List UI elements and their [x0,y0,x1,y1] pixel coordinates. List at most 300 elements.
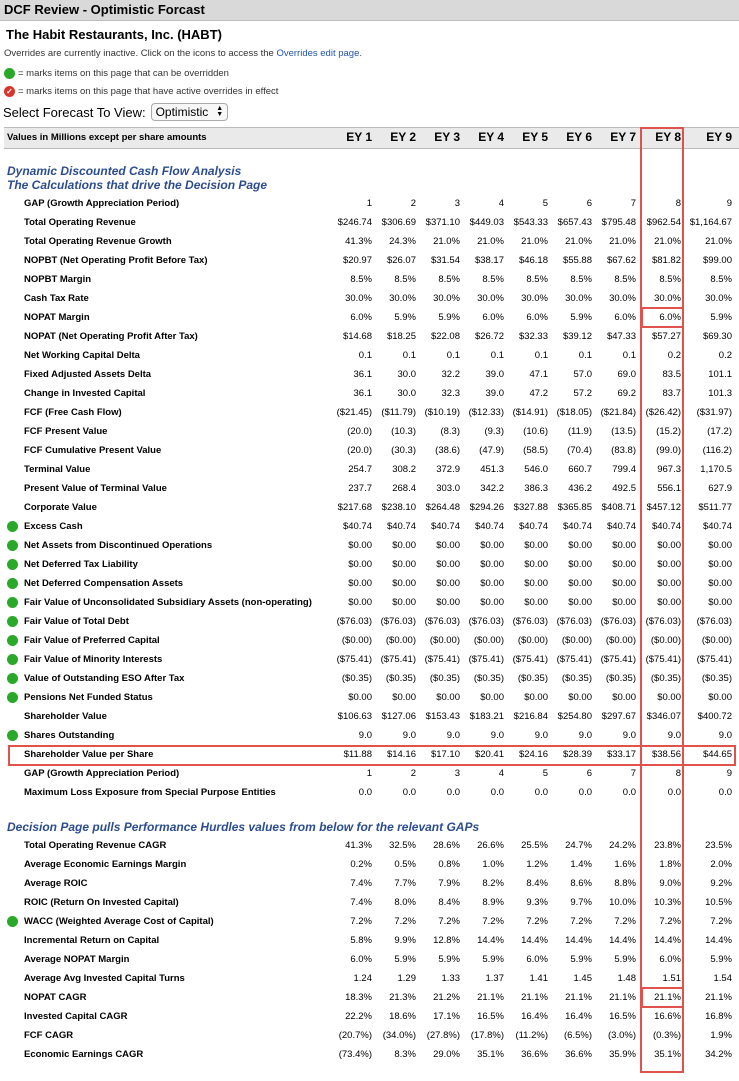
cell-ey7: 35.9% [609,1049,636,1060]
cell-ey8: ($0.35) [650,673,681,684]
cell-ey1: (73.4%) [338,1049,372,1060]
row-label: NOPBT Margin [24,274,92,285]
row-label: Net Deferred Compensation Assets [24,578,184,589]
override-dot-icon[interactable] [7,654,18,665]
cell-ey4: 39.0 [485,388,504,399]
cell-ey3: 3 [454,768,460,779]
cell-ey5: ($76.03) [512,616,548,627]
cell-ey4: 8.9% [482,897,504,908]
cell-ey9: (116.2) [702,445,732,456]
cell-ey7: $33.17 [606,749,636,760]
cell-ey5: 25.5% [521,840,548,851]
cell-ey6: $0.00 [568,559,592,570]
cell-ey5: $0.00 [524,597,548,608]
cell-ey7: 10.0% [609,897,636,908]
cell-ey6: $0.00 [568,597,592,608]
cell-ey9: 9.2% [710,878,732,889]
cell-ey5: 0.0 [534,787,548,798]
override-dot-icon[interactable] [7,559,18,570]
table-row [0,479,739,498]
legend-red-text: = marks items on this page that have active overrides in effect [18,85,279,97]
cell-ey1: 5.8% [350,935,372,946]
cell-ey3: 12.8% [433,935,460,946]
cell-ey3: $371.10 [425,217,460,228]
cell-ey5: 8.4% [526,878,548,889]
cell-ey5: 5 [542,198,548,209]
cell-ey5: ($0.00) [517,635,548,646]
table-row [0,270,739,289]
table-row [0,517,739,536]
cell-ey3: $0.00 [436,597,460,608]
cell-ey7: $0.00 [612,559,636,570]
table-row [0,213,739,232]
cell-ey9: ($0.35) [701,673,732,684]
table-row [0,327,739,346]
table-row [0,988,739,1007]
cell-ey8: 6.0% [659,954,681,965]
cell-ey5: 6.0% [526,312,548,323]
cell-ey2: ($11.79) [381,407,416,418]
table-row [0,707,739,726]
cell-ey4: 1.0% [482,859,504,870]
cell-ey1: 7.4% [350,878,372,889]
cell-ey3: 21.0% [433,236,460,247]
cell-ey4: 21.1% [477,992,504,1003]
cell-ey6: ($75.41) [556,654,592,665]
legend-green [0,64,739,82]
row-label: Economic Earnings CAGR [24,1049,144,1060]
table-row [0,836,739,855]
cell-ey1: $14.68 [342,331,372,342]
cell-ey2: 24.3% [389,236,416,247]
cell-ey6: 0.0 [578,787,592,798]
cell-ey1: 30.0% [345,293,372,304]
cell-ey8: 967.3 [657,464,681,475]
cell-ey6: 0.1 [578,350,592,361]
cell-ey1: 9.0 [358,730,372,741]
cell-ey7: 7.2% [614,916,636,927]
cell-ey8: 7.2% [659,916,681,927]
legend-green-text: = marks items on this page that can be overridden [18,67,229,79]
cell-ey3: $0.00 [436,692,460,703]
cell-ey9: ($31.97) [696,407,732,418]
cell-ey9: 21.0% [705,236,732,247]
cell-ey9: 34.2% [705,1049,732,1060]
cell-ey5: $0.00 [524,540,548,551]
cell-ey6: 8.5% [570,274,592,285]
cell-ey8: 1.51 [662,973,681,984]
table-row [0,555,739,574]
cell-ey9: $0.00 [708,597,732,608]
cell-ey4: $183.21 [469,711,504,722]
cell-ey2: 0.0 [402,787,416,798]
override-dot-icon[interactable] [7,635,18,646]
cell-ey1: 1 [366,198,372,209]
cell-ey6: 9.0 [578,730,592,741]
table-row [0,593,739,612]
cell-ey3: $0.00 [436,540,460,551]
table-row [0,574,739,593]
cell-ey4: 35.1% [477,1049,504,1060]
cell-ey8: $0.00 [657,578,681,589]
column-header-ey5: EY 5 [522,130,548,144]
cell-ey2: 2 [410,198,416,209]
cell-ey3: 0.8% [438,859,460,870]
column-header-ey7: EY 7 [610,130,636,144]
cell-ey8: 8 [675,198,681,209]
column-header-ey8: EY 8 [655,130,681,144]
cell-ey5: 8.5% [526,274,548,285]
cell-ey1: ($75.41) [336,654,372,665]
cell-ey1: 6.0% [350,954,372,965]
cell-ey8: 8.5% [659,274,681,285]
cell-ey8: (99.0) [656,445,681,456]
cell-ey8: $0.00 [657,559,681,570]
cell-ey1: 36.1 [353,369,372,380]
cell-ey5: 30.0% [521,293,548,304]
cell-ey4: ($75.41) [468,654,504,665]
cell-ey2: ($76.03) [380,616,416,627]
cell-ey7: ($76.03) [600,616,636,627]
cell-ey2: $26.07 [386,255,416,266]
cell-ey5: $0.00 [524,578,548,589]
cell-ey7: $297.67 [601,711,636,722]
cell-ey2: $0.00 [392,597,416,608]
override-dot-icon[interactable] [7,673,18,684]
cell-ey9: $0.00 [708,559,732,570]
table-row [0,1045,739,1064]
table-row [0,403,739,422]
cell-ey3: 32.2 [441,369,460,380]
row-label: Shareholder Value per Share [24,749,154,760]
row-label: Present Value of Terminal Value [24,483,167,494]
cell-ey2: $238.10 [381,502,416,513]
cell-ey2: 21.3% [389,992,416,1003]
override-dot-icon[interactable] [7,616,18,627]
cell-ey6: 5.9% [570,954,592,965]
cell-ey8: 83.7 [662,388,681,399]
cell-ey7: 6.0% [614,312,636,323]
cell-ey7: (83.8) [611,445,636,456]
cell-ey1: ($0.35) [341,673,372,684]
cell-ey4: 1.37 [485,973,504,984]
table-row [0,783,739,802]
table-row [0,441,739,460]
row-label: Incremental Return on Capital [24,935,160,946]
cell-ey5: 5 [542,768,548,779]
cell-ey4: 16.5% [477,1011,504,1022]
cell-ey1: 0.2% [350,859,372,870]
cell-ey6: 660.7 [568,464,592,475]
cell-ey8: 1.8% [659,859,681,870]
cell-ey3: $0.00 [436,559,460,570]
cell-ey2: 0.5% [394,859,416,870]
cell-ey1: $0.00 [348,540,372,551]
cell-ey1: ($0.00) [341,635,372,646]
cell-ey6: 16.4% [565,1011,592,1022]
cell-ey9: 7.2% [710,916,732,927]
cell-ey5: 386.3 [524,483,548,494]
cell-ey9: $1,164.67 [689,217,732,228]
table-row [0,650,739,669]
row-label: Fair Value of Total Debt [24,616,129,627]
row-label: NOPAT CAGR [24,992,87,1003]
row-label: Excess Cash [24,521,83,532]
cell-ey9: 101.1 [708,369,732,380]
row-label: Pensions Net Funded Status [24,692,153,703]
cell-ey1: 36.1 [353,388,372,399]
cell-ey9: 2.0% [710,859,732,870]
cell-ey7: 0.0 [622,787,636,798]
table-row [0,631,739,650]
cell-ey4: $40.74 [474,521,504,532]
cell-ey9: 9 [726,198,732,209]
cell-ey8: $40.74 [651,521,681,532]
cell-ey9: 5.9% [710,954,732,965]
row-label: Net Deferred Tax Liability [24,559,138,570]
cell-ey7: 8.5% [614,274,636,285]
table-row [0,460,739,479]
row-label: NOPBT (Net Operating Profit Before Tax) [24,255,208,266]
cell-ey6: $254.80 [557,711,592,722]
forecast-select-value: Optimistic [155,105,209,119]
cell-ey2: $18.25 [386,331,416,342]
cell-ey6: 30.0% [565,293,592,304]
row-label: GAP (Growth Appreciation Period) [24,768,180,779]
cell-ey7: ($75.41) [600,654,636,665]
header-label: Values in Millions except per share amounts [7,132,207,143]
cell-ey6: $0.00 [568,692,592,703]
table-row [0,289,739,308]
table-row [0,950,739,969]
cell-ey7: 492.5 [612,483,636,494]
cell-ey5: $32.33 [518,331,548,342]
cell-ey1: 6.0% [350,312,372,323]
cell-ey3: 9.0 [446,730,460,741]
cell-ey3: 3 [454,198,460,209]
cell-ey8: ($26.42) [645,407,681,418]
cell-ey9: (17.2) [707,426,732,437]
cell-ey9: 1,170.5 [700,464,732,475]
column-header-ey9: EY 9 [706,130,732,144]
cell-ey2: ($75.41) [380,654,416,665]
green-dot-icon [4,68,15,79]
company-name: The Habit Restaurants, Inc. (HABT) [6,27,222,42]
cell-ey1: 22.2% [345,1011,372,1022]
forecast-select[interactable] [151,103,229,121]
cell-ey8: 83.5 [662,369,681,380]
override-dot-icon[interactable] [7,540,18,551]
override-dot-icon[interactable] [7,597,18,608]
cell-ey3: ($10.19) [424,407,460,418]
cell-ey7: (13.5) [611,426,636,437]
cell-ey6: 57.2 [573,388,592,399]
cell-ey2: 32.5% [389,840,416,851]
row-label: FCF CAGR [24,1030,74,1041]
cell-ey8: 556.1 [657,483,681,494]
cell-ey2: $40.74 [386,521,416,532]
cell-ey4: 30.0% [477,293,504,304]
cell-ey1: 8.5% [350,274,372,285]
column-header-ey2: EY 2 [390,130,416,144]
cell-ey9: $99.00 [702,255,732,266]
cell-ey8: 6.0% [659,312,681,323]
row-label: Cash Tax Rate [24,293,89,304]
forecast-select-label: Select Forecast To View: [3,104,146,120]
cell-ey4: $0.00 [480,692,504,703]
cell-ey6: 1.4% [570,859,592,870]
cell-ey1: $0.00 [348,692,372,703]
cell-ey4: 21.0% [477,236,504,247]
cell-ey7: 24.2% [609,840,636,851]
override-dot-icon[interactable] [7,578,18,589]
cell-ey9: $511.77 [698,502,732,513]
cell-ey6: 6 [586,198,592,209]
cell-ey6: 14.4% [565,935,592,946]
table-row [0,855,739,874]
row-label: Terminal Value [24,464,91,475]
table-row [0,1026,739,1045]
override-dot-icon[interactable] [7,692,18,703]
cell-ey4: ($0.35) [473,673,504,684]
cell-ey6: $39.12 [562,331,592,342]
cell-ey6: 6 [586,768,592,779]
cell-ey3: ($0.00) [429,635,460,646]
cell-ey1: $0.00 [348,597,372,608]
table-row [0,384,739,403]
table-header [4,127,739,149]
cell-ey3: 5.9% [438,312,460,323]
cell-ey9: $40.74 [702,521,732,532]
cell-ey3: ($76.03) [424,616,460,627]
cell-ey8: 21.1% [654,992,681,1003]
select-arrows-icon: ▲ ▼ [216,105,224,118]
cell-ey8: 10.3% [654,897,681,908]
section-title-dcf: Dynamic Discounted Cash Flow Analysis [7,164,242,178]
cell-ey6: (11.9) [567,426,592,437]
cell-ey9: $44.65 [702,749,732,760]
overrides-edit-link[interactable]: Overrides edit page. [276,48,362,59]
cell-ey5: ($75.41) [512,654,548,665]
row-label: Average NOPAT Margin [24,954,130,965]
cell-ey5: (10.6) [523,426,548,437]
cell-ey2: 8.3% [394,1049,416,1060]
cell-ey1: 0.1 [358,350,372,361]
row-label: Average Avg Invested Capital Turns [24,973,185,984]
cell-ey5: 14.4% [521,935,548,946]
override-dot-icon[interactable] [7,521,18,532]
table-row [0,688,739,707]
cell-ey6: (6.5%) [564,1030,592,1041]
table-row [0,874,739,893]
cell-ey5: 47.2 [529,388,548,399]
row-label: Total Operating Revenue Growth [24,236,172,247]
cell-ey7: $67.62 [606,255,636,266]
cell-ey4: (17.8%) [470,1030,504,1041]
cell-ey1: $11.88 [343,749,372,760]
cell-ey7: 5.9% [614,954,636,965]
cell-ey6: 8.6% [570,878,592,889]
cell-ey4: 26.6% [477,840,504,851]
cell-ey2: ($0.00) [385,635,416,646]
cell-ey1: 18.3% [345,992,372,1003]
cell-ey4: ($12.33) [468,407,504,418]
cell-ey9: $0.00 [708,540,732,551]
cell-ey2: 18.6% [389,1011,416,1022]
cell-ey9: $69.30 [702,331,732,342]
cell-ey2: 5.9% [394,312,416,323]
cell-ey7: 21.1% [609,992,636,1003]
cell-ey9: 14.4% [705,935,732,946]
cell-ey7: ($21.84) [600,407,636,418]
row-label: Total Operating Revenue CAGR [24,840,167,851]
cell-ey4: $449.03 [469,217,504,228]
cell-ey5: $0.00 [524,692,548,703]
cell-ey7: $408.71 [601,502,636,513]
cell-ey2: $306.69 [381,217,416,228]
cell-ey9: 10.5% [705,897,732,908]
cell-ey4: ($76.03) [468,616,504,627]
column-header-ey4: EY 4 [478,130,504,144]
cell-ey3: 5.9% [438,954,460,965]
row-label: Change in Invested Capital [24,388,146,399]
cell-ey5: $46.18 [518,255,548,266]
cell-ey2: $0.00 [392,559,416,570]
row-label: Fair Value of Minority Interests [24,654,163,665]
row-label: Net Working Capital Delta [24,350,140,361]
row-label: Fixed Adjusted Assets Delta [24,369,152,380]
cell-ey5: 9.0 [534,730,548,741]
override-dot-icon[interactable] [7,916,18,927]
cell-ey2: 9.9% [394,935,416,946]
cell-ey6: ($0.00) [561,635,592,646]
overrides-note [0,41,739,60]
cell-ey6: $0.00 [568,540,592,551]
cell-ey7: 1.48 [617,973,636,984]
cell-ey4: 8.2% [482,878,504,889]
cell-ey4: 7.2% [482,916,504,927]
cell-ey8: (0.3%) [653,1030,681,1041]
cell-ey7: $0.00 [612,692,636,703]
cell-ey4: 4 [498,198,504,209]
cell-ey7: $47.33 [606,331,636,342]
cell-ey3: ($75.41) [424,654,460,665]
cell-ey6: $657.43 [557,217,592,228]
cell-ey3: 0.0 [446,787,460,798]
row-label: Shareholder Value [24,711,107,722]
row-label: FCF (Free Cash Flow) [24,407,122,418]
cell-ey8: $962.54 [646,217,681,228]
row-label: WACC (Weighted Average Cost of Capital) [24,916,214,927]
cell-ey5: 0.1 [534,350,548,361]
cell-ey6: 21.0% [565,236,592,247]
cell-ey1: 7.4% [350,897,372,908]
cell-ey8: $57.27 [651,331,681,342]
cell-ey2: 1.29 [397,973,416,984]
table-row [0,346,739,365]
cell-ey8: $38.56 [651,749,681,760]
cell-ey1: $0.00 [348,559,372,570]
table-row [0,536,739,555]
row-label: Fair Value of Unconsolidated Subsidiary Assets (non-operating) [24,597,312,608]
cell-ey3: 7.9% [438,878,460,889]
row-label: Total Operating Revenue [24,217,136,228]
cell-ey7: 8.8% [614,878,636,889]
cell-ey5: ($0.35) [517,673,548,684]
cell-ey9: 627.9 [708,483,732,494]
override-dot-icon[interactable] [7,730,18,741]
cell-ey1: (20.7%) [338,1030,372,1041]
